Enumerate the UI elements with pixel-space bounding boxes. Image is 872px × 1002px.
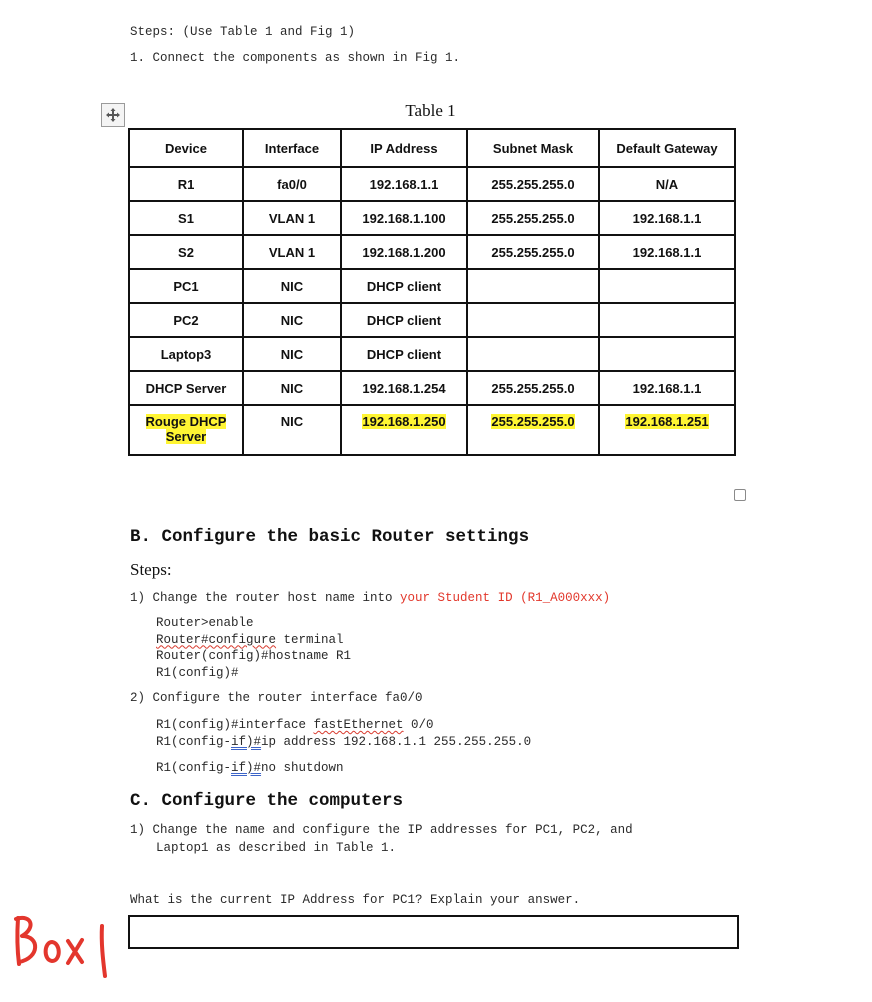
step-1-connect: 1. Connect the components as shown in Fig 1.	[130, 51, 461, 65]
table-resize-handle[interactable]	[734, 489, 746, 501]
section-c-heading: C. Configure the computers	[130, 791, 404, 811]
cell-mask: 255.255.255.0	[467, 201, 599, 235]
rogue-device-line1: Rouge DHCP	[145, 414, 227, 429]
code-line: R1(config-if)#no shutdown	[156, 761, 344, 775]
code-line: Router(config)#hostname R1	[156, 649, 352, 663]
cell-ip: 192.168.1.1	[341, 167, 467, 201]
steps-intro: Steps: (Use Table 1 and Fig 1)	[130, 25, 356, 39]
code-block-hostname	[156, 615, 351, 681]
cell-interface: NIC	[243, 371, 341, 405]
grammar-mark: if)#	[231, 761, 262, 775]
table-row	[129, 269, 735, 303]
cell-device: R1	[129, 167, 243, 201]
move-arrows-icon	[105, 107, 121, 123]
cell-gateway: N/A	[599, 167, 735, 201]
section-b-heading: B. Configure the basic Router settings	[130, 527, 530, 547]
cell-device	[129, 405, 243, 455]
cell-gateway: 192.168.1.1	[599, 235, 735, 269]
code-line: R1(config)#interface fastEthernet 0/0	[156, 718, 434, 732]
cell-mask	[467, 337, 599, 371]
code-block-interface	[156, 717, 531, 777]
grammar-mark: if)#	[231, 734, 262, 749]
cell-gateway: 192.168.1.1	[599, 201, 735, 235]
table-row	[129, 303, 735, 337]
table-row-rogue-dhcp	[129, 405, 735, 455]
rogue-mask: 255.255.255.0	[491, 414, 575, 429]
cell-ip: DHCP client	[341, 303, 467, 337]
cell-gateway: 192.168.1.1	[599, 371, 735, 405]
cell-interface: NIC	[243, 303, 341, 337]
table-header-row	[129, 129, 735, 167]
cell-device: PC2	[129, 303, 243, 337]
cell-device: DHCP Server	[129, 371, 243, 405]
cell-gateway	[599, 405, 735, 455]
table-row	[129, 201, 735, 235]
cell-interface: NIC	[243, 337, 341, 371]
handwritten-box-1-label	[8, 908, 124, 982]
cell-ip: 192.168.1.254	[341, 371, 467, 405]
cell-ip: DHCP client	[341, 269, 467, 303]
item-1-text: 1) Change the router host name into	[130, 591, 401, 605]
cell-device: S2	[129, 235, 243, 269]
cell-ip: DHCP client	[341, 337, 467, 371]
cell-mask: 255.255.255.0	[467, 167, 599, 201]
header-device: Device	[129, 129, 243, 167]
cell-interface: NIC	[243, 405, 341, 455]
cell-device: S1	[129, 201, 243, 235]
table-row	[129, 167, 735, 201]
cell-device: Laptop3	[129, 337, 243, 371]
table-caption: Table 1	[405, 101, 456, 120]
section-b-item-1	[130, 591, 610, 605]
table-move-handle[interactable]	[101, 103, 125, 127]
cell-mask	[467, 303, 599, 337]
section-c-item-1-cont: Laptop1 as described in Table 1.	[156, 841, 397, 855]
cell-interface: NIC	[243, 269, 341, 303]
code-line: Router>enable	[156, 616, 254, 630]
cell-mask: 255.255.255.0	[467, 371, 599, 405]
cell-interface: VLAN 1	[243, 235, 341, 269]
cell-interface: VLAN 1	[243, 201, 341, 235]
cell-device: PC1	[129, 269, 243, 303]
steps-label: Steps:	[130, 560, 172, 579]
student-id-hint: your Student ID (R1_A000xxx)	[400, 591, 611, 605]
table-row	[129, 337, 735, 371]
header-default-gateway: Default Gateway	[599, 129, 735, 167]
cell-interface: fa0/0	[243, 167, 341, 201]
cell-mask: 255.255.255.0	[467, 235, 599, 269]
cell-mask	[467, 269, 599, 303]
answer-box[interactable]	[128, 915, 739, 949]
header-subnet-mask: Subnet Mask	[467, 129, 599, 167]
cell-ip: 192.168.1.100	[341, 201, 467, 235]
table-row	[129, 235, 735, 269]
cell-gateway	[599, 269, 735, 303]
rogue-gateway: 192.168.1.251	[625, 414, 709, 429]
cell-gateway	[599, 303, 735, 337]
table-row	[129, 371, 735, 405]
section-c-item-1: 1) Change the name and configure the IP addresses for PC1, PC2, and	[130, 823, 633, 837]
cell-ip	[341, 405, 467, 455]
rogue-device-line2: Server	[165, 429, 207, 444]
code-line: R1(config)#	[156, 665, 239, 680]
code-line: Router#configure terminal	[156, 632, 344, 647]
question-pc1-ip: What is the current IP Address for PC1? Explain your answer.	[130, 893, 581, 907]
network-addressing-table	[128, 128, 736, 456]
spellcheck-word: Router#configure	[156, 632, 277, 647]
section-b-item-2: 2) Configure the router interface fa0/0	[130, 691, 423, 705]
rogue-ip: 192.168.1.250	[362, 414, 446, 429]
code-line: R1(config-if)#ip address 192.168.1.1 255.255.255.0	[156, 734, 532, 749]
header-interface: Interface	[243, 129, 341, 167]
cell-ip: 192.168.1.200	[341, 235, 467, 269]
cell-mask	[467, 405, 599, 455]
cell-gateway	[599, 337, 735, 371]
spellcheck-word: fastEthernet	[313, 718, 404, 732]
header-ip-address: IP Address	[341, 129, 467, 167]
